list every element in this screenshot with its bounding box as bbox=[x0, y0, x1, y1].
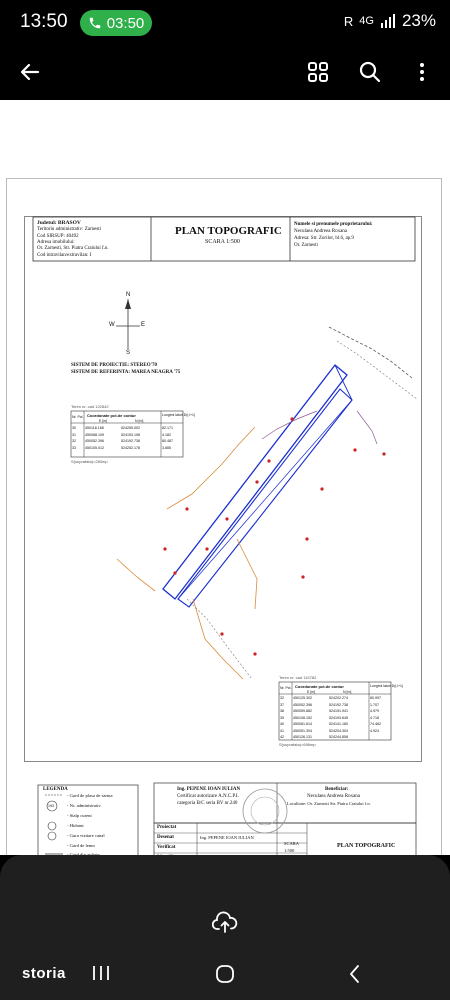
table-left-cell: 30 bbox=[72, 426, 76, 430]
table-right-cell: 74.462 bbox=[370, 722, 381, 726]
cloud-upload-icon[interactable] bbox=[208, 905, 242, 939]
table-left-cell: 524192.738 bbox=[121, 439, 140, 443]
plan-title: PLAN TOPOGRAFIC bbox=[175, 225, 282, 237]
table-right-cell: 524193.645 bbox=[329, 715, 348, 720]
legend-item: - Gard de lemn bbox=[67, 843, 95, 848]
header-left-line6: Cod intravilan/extravilan: I bbox=[37, 253, 92, 258]
legend-num-badge: 193 bbox=[48, 804, 54, 808]
table-left-footer: S(suprafata)=283mp bbox=[71, 459, 108, 464]
recent-apps-icon[interactable] bbox=[90, 963, 112, 983]
table-right-cell: 450061.614 bbox=[293, 722, 312, 726]
footer-plan-title: PLAN TOPOGRAFIC bbox=[337, 843, 396, 849]
footer-proiectat: Proiectat bbox=[157, 825, 177, 830]
brand-label: storia bbox=[22, 965, 66, 982]
stamp-center-line2: Certificat autorizare A.N.C.P.I. bbox=[177, 794, 239, 799]
mute-icon: R bbox=[343, 13, 354, 29]
table-right-cell: 4.979 bbox=[370, 709, 379, 713]
table-left-cell: 31 bbox=[72, 432, 76, 437]
compass-s: S bbox=[126, 350, 131, 356]
table-right-cell: 80.997 bbox=[370, 696, 381, 700]
table-left-header-n: N [m] bbox=[135, 419, 144, 423]
nav-back-icon[interactable] bbox=[344, 963, 366, 985]
table-right-header-nr: Nr. Pct. bbox=[280, 686, 292, 690]
table-right-cell: 524191.941 bbox=[329, 709, 348, 713]
table-left-header-len: Lungimi laturi D(i,i+1) bbox=[162, 413, 196, 417]
table-right-cell: 39 bbox=[280, 715, 284, 720]
header-left-line1: Judetul: BRASOV bbox=[37, 220, 81, 226]
legend-item: - Gard de plasa de sarma bbox=[67, 793, 113, 798]
call-timer: 03:50 bbox=[106, 14, 145, 32]
legend-title: LEGENDA bbox=[43, 787, 68, 792]
compass-n: N bbox=[126, 292, 131, 298]
footer-scara-label: SCARA bbox=[284, 841, 300, 846]
footer-desenat-name: Ing. PEPENE IOAN IULIAN bbox=[200, 835, 254, 840]
call-pill[interactable] bbox=[80, 10, 152, 36]
table-right-caption: Teren nr. cad 115782 bbox=[279, 675, 317, 680]
legend-item: - Gura vizitare canal bbox=[67, 833, 105, 838]
battery-label: 23% bbox=[401, 11, 436, 30]
table-right-cell: 524202.274 bbox=[329, 696, 348, 700]
document-sheet bbox=[6, 178, 442, 906]
table-left-header-e: E [m] bbox=[99, 419, 108, 423]
table-right-cell: 1.707 bbox=[370, 702, 379, 707]
table-left-cell: 32 bbox=[72, 439, 76, 443]
footer-verificat: Verificat bbox=[157, 845, 176, 850]
legend-item: - Stalp curent bbox=[67, 813, 92, 818]
table-left-cell: 450105.012 bbox=[85, 445, 104, 450]
table-right-header-coord: Coordonate pct.de contur bbox=[295, 684, 344, 689]
table-right-cell: 38 bbox=[280, 709, 284, 713]
stamp-right-line3: Localitate: Or. Zarnesti Str. Piatra Craiului f.n. bbox=[287, 801, 371, 806]
header-left-line4: Adresa imobilului: bbox=[37, 240, 75, 245]
header-left-line2: Teritoriu administrativ: Zarnesti bbox=[37, 227, 102, 232]
legend-item: - Hidrant bbox=[67, 823, 84, 828]
header-left-line3: Cod SIRSUP: 40492 bbox=[37, 234, 79, 239]
table-right-cell: 4.718 bbox=[370, 715, 379, 720]
document-viewer[interactable] bbox=[0, 100, 450, 855]
table-left-cell: 450068.109 bbox=[85, 432, 104, 437]
table-right-cell: 450052.396 bbox=[293, 702, 312, 707]
stamp-center-line1: Ing. PEPENE IOAN IULIAN bbox=[177, 787, 241, 792]
table-right-header-len: Lungimi laturi D(i,i+1) bbox=[370, 684, 404, 688]
table-right-cell: 524192.738 bbox=[329, 702, 348, 707]
table-right-cell: 4.924 bbox=[370, 728, 379, 733]
table-left-caption: Teren nr. cad 122842 bbox=[71, 404, 109, 409]
status-icons bbox=[344, 11, 436, 31]
stamp-right-line2: Neculaea Andreea Roxana bbox=[307, 794, 361, 799]
phone-icon bbox=[88, 16, 102, 30]
table-right-cell: 32 bbox=[280, 696, 284, 700]
table-left-cell: 4.182 bbox=[162, 432, 171, 437]
plan-scale: SCARA 1:500 bbox=[205, 239, 240, 245]
compass-w: W bbox=[109, 322, 115, 328]
navigation-bar bbox=[0, 945, 450, 1000]
table-right-cell: 40 bbox=[280, 722, 284, 726]
table-right-cell: 42 bbox=[280, 735, 284, 739]
table-left-header-nr: Nr. Pct. bbox=[72, 415, 84, 419]
table-left-cell: 3.885 bbox=[162, 445, 171, 450]
legend-item: - Nr. administrativ bbox=[67, 803, 101, 808]
table-right-header-n: N [m] bbox=[343, 690, 352, 694]
stamp-center-line3: categoria B/C seria BV nr.240 bbox=[177, 801, 238, 806]
table-right-cell: 450059.882 bbox=[293, 709, 312, 713]
table-right-cell: 37 bbox=[280, 702, 284, 707]
table-right-footer: S(suprafata)=696mp bbox=[279, 742, 316, 747]
header-right-line2: Neculaea Andreea Roxana bbox=[294, 229, 348, 234]
table-left-cell: 450052.396 bbox=[85, 439, 104, 443]
projection-line1: SISTEM DE PROIECTIE: STEREO'70 bbox=[71, 363, 157, 368]
grid-icon[interactable] bbox=[302, 56, 334, 88]
projection-line2: SISTEM DE REFERINTA: MAREA NEAGRA '75 bbox=[71, 370, 181, 375]
table-left-cell: 524255.002 bbox=[121, 426, 140, 430]
table-right-cell: 450126.131 bbox=[293, 735, 312, 739]
search-icon[interactable] bbox=[354, 56, 386, 88]
table-right-cell: 450108.152 bbox=[293, 715, 312, 720]
header-right-line3: Adresa: Str. Zorilor, bl.6, ap.9 bbox=[294, 236, 354, 241]
table-left-cell: 524193.198 bbox=[121, 432, 140, 437]
header-left-line5: Or. Zarnesti, Str. Piatra Craiului f.n. bbox=[37, 246, 109, 251]
back-arrow-icon[interactable] bbox=[14, 56, 46, 88]
table-right-cell: 524244.858 bbox=[329, 735, 348, 739]
table-right-cell: 524141.180 bbox=[329, 722, 348, 726]
table-left-cell: 450118.168 bbox=[85, 426, 104, 430]
home-icon[interactable] bbox=[214, 963, 236, 985]
table-right-cell: 450125.302 bbox=[293, 696, 312, 700]
table-left-cell: 524252.178 bbox=[121, 445, 140, 450]
footer-desenat: Desenat bbox=[157, 835, 174, 840]
app-bar bbox=[0, 46, 450, 100]
table-right-header-e: E [m] bbox=[307, 690, 316, 694]
table-left-cell: 80.487 bbox=[162, 439, 173, 443]
stamp-right-line1: Beneficiar: bbox=[325, 787, 349, 792]
status-bar bbox=[0, 0, 450, 46]
header-right-line4: Or. Zarnesti bbox=[294, 243, 318, 248]
table-right-cell: 524204.304 bbox=[329, 728, 348, 733]
table-right-cell: 41 bbox=[280, 728, 284, 733]
compass-e: E bbox=[141, 322, 146, 328]
more-icon[interactable] bbox=[406, 56, 438, 88]
network-label: 4G bbox=[359, 15, 374, 27]
status-time: 13:50 bbox=[20, 11, 68, 32]
footer-scara-value: 1:500 bbox=[284, 848, 295, 853]
table-left-cell: 82.171 bbox=[162, 426, 173, 430]
table-left-cell: 33 bbox=[72, 445, 76, 450]
table-left-header-coord: Coordonate pct.de contur bbox=[87, 413, 136, 418]
header-right-line1: Numele si prenumele proprietarului: bbox=[294, 222, 373, 227]
signal-icon bbox=[380, 13, 396, 29]
table-right-cell: 450051.304 bbox=[293, 728, 312, 733]
